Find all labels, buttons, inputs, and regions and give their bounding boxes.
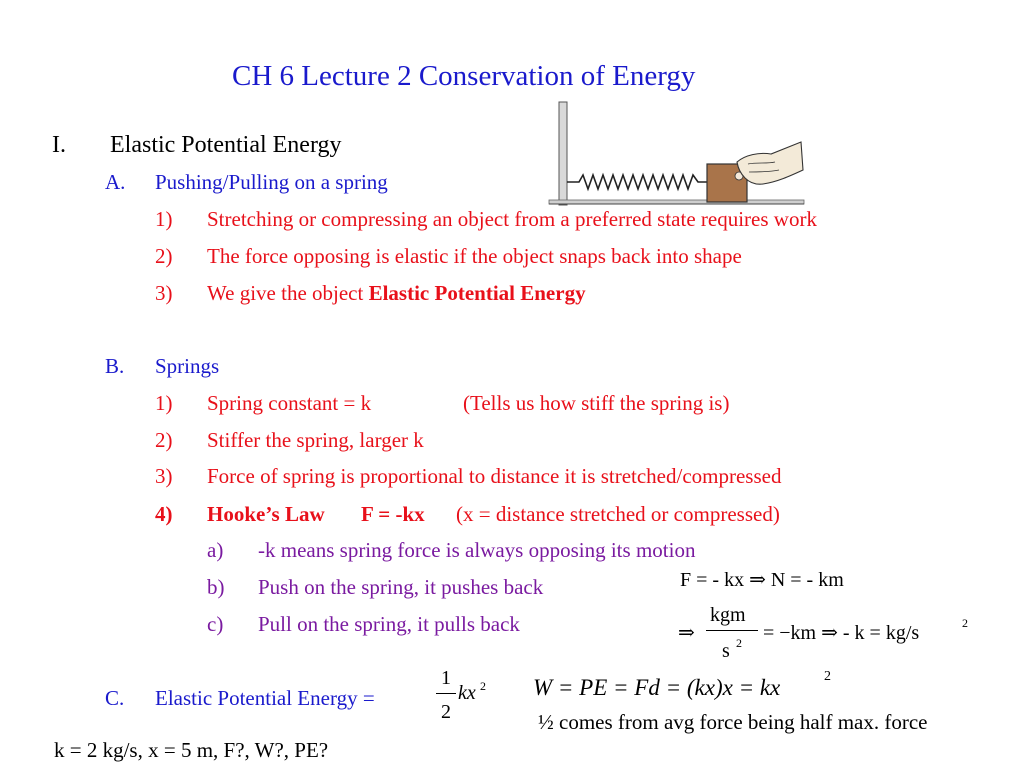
epe-fraction-numerator: 1 [441, 667, 451, 689]
units-fraction-denominator-exponent: 2 [736, 636, 742, 650]
epe-fraction-denominator: 2 [441, 701, 451, 723]
slide-title: CH 6 Lecture 2 Conservation of Energy [232, 60, 696, 92]
sub-a-heading: Pushing/Pulling on a spring [155, 170, 388, 194]
list-item-marker: 2) [155, 244, 173, 268]
list-item-text: Stiffer the spring, larger k [207, 428, 424, 452]
sub-list-marker: a) [207, 538, 224, 562]
hookes-law-formula: F = -kx [361, 502, 425, 526]
units-equation-2-rest: = −km ⇒ - k = kg/s [763, 622, 920, 644]
list-item-plain: We give the object [207, 281, 369, 305]
list-item-marker: 3) [155, 464, 173, 488]
list-item-text: Stretching or compressing an object from a preferred state requires work [207, 207, 817, 231]
list-item-text: Spring constant = k [207, 391, 372, 415]
list-item-marker: 3) [155, 281, 173, 305]
problem-statement: k = 2 kg/s, x = 5 m, F?, W?, PE? [54, 738, 329, 762]
list-item-text: Force of spring is proportional to distance it is stretched/compressed [207, 464, 782, 488]
units-equation-1: F = - kx ⇒ N = - km [680, 569, 844, 591]
spring [567, 175, 708, 189]
sub-b-marker: B. [105, 354, 125, 378]
units-arrow: ⇒ [678, 622, 695, 644]
half-note: ½ comes from avg force being half max. force [538, 710, 928, 734]
list-item-marker: 4) [155, 502, 173, 526]
list-item-marker: 2) [155, 428, 173, 452]
units-equation-2-exponent: 2 [962, 616, 968, 630]
sub-list-marker: b) [207, 575, 225, 599]
hookes-law-note: (x = distance stretched or compressed) [456, 502, 780, 526]
work-equation: W = PE = Fd = (kx)x = kx [533, 675, 781, 700]
sub-a-marker: A. [105, 170, 126, 194]
sub-list-text: Pull on the spring, it pulls back [258, 612, 520, 636]
units-fraction [706, 603, 758, 663]
sub-c-marker: C. [105, 686, 125, 710]
list-item-text: The force opposing is elastic if the object snaps back into shape [207, 244, 742, 268]
section-1-heading: Elastic Potential Energy [110, 132, 342, 158]
spring-block-hand-illustration [545, 100, 805, 210]
list-item-note: (Tells us how stiff the spring is) [463, 391, 730, 415]
hookes-law-label: Hooke’s Law [207, 502, 325, 526]
units-fraction-numerator: kgm [710, 604, 746, 626]
sub-b-heading: Springs [155, 354, 220, 378]
list-item-marker: 1) [155, 207, 173, 231]
wall-post [559, 102, 567, 205]
sub-list-text: Push on the spring, it pushes back [258, 575, 544, 599]
sub-list-marker: c) [207, 612, 224, 636]
epe-exponent: 2 [480, 679, 486, 693]
epe-expression: kx [458, 682, 476, 704]
epe-fraction [436, 666, 456, 726]
units-fraction-denominator: s [722, 640, 730, 662]
sub-list-text: -k means spring force is always opposing its motion [258, 538, 696, 562]
work-equation-exponent: 2 [824, 669, 831, 684]
section-1-marker: I. [52, 132, 66, 158]
list-item-bold: Elastic Potential Energy [368, 281, 586, 305]
list-item-marker: 1) [155, 391, 173, 415]
sub-c-heading: Elastic Potential Energy = [155, 686, 375, 710]
list-item-text [207, 283, 586, 304]
